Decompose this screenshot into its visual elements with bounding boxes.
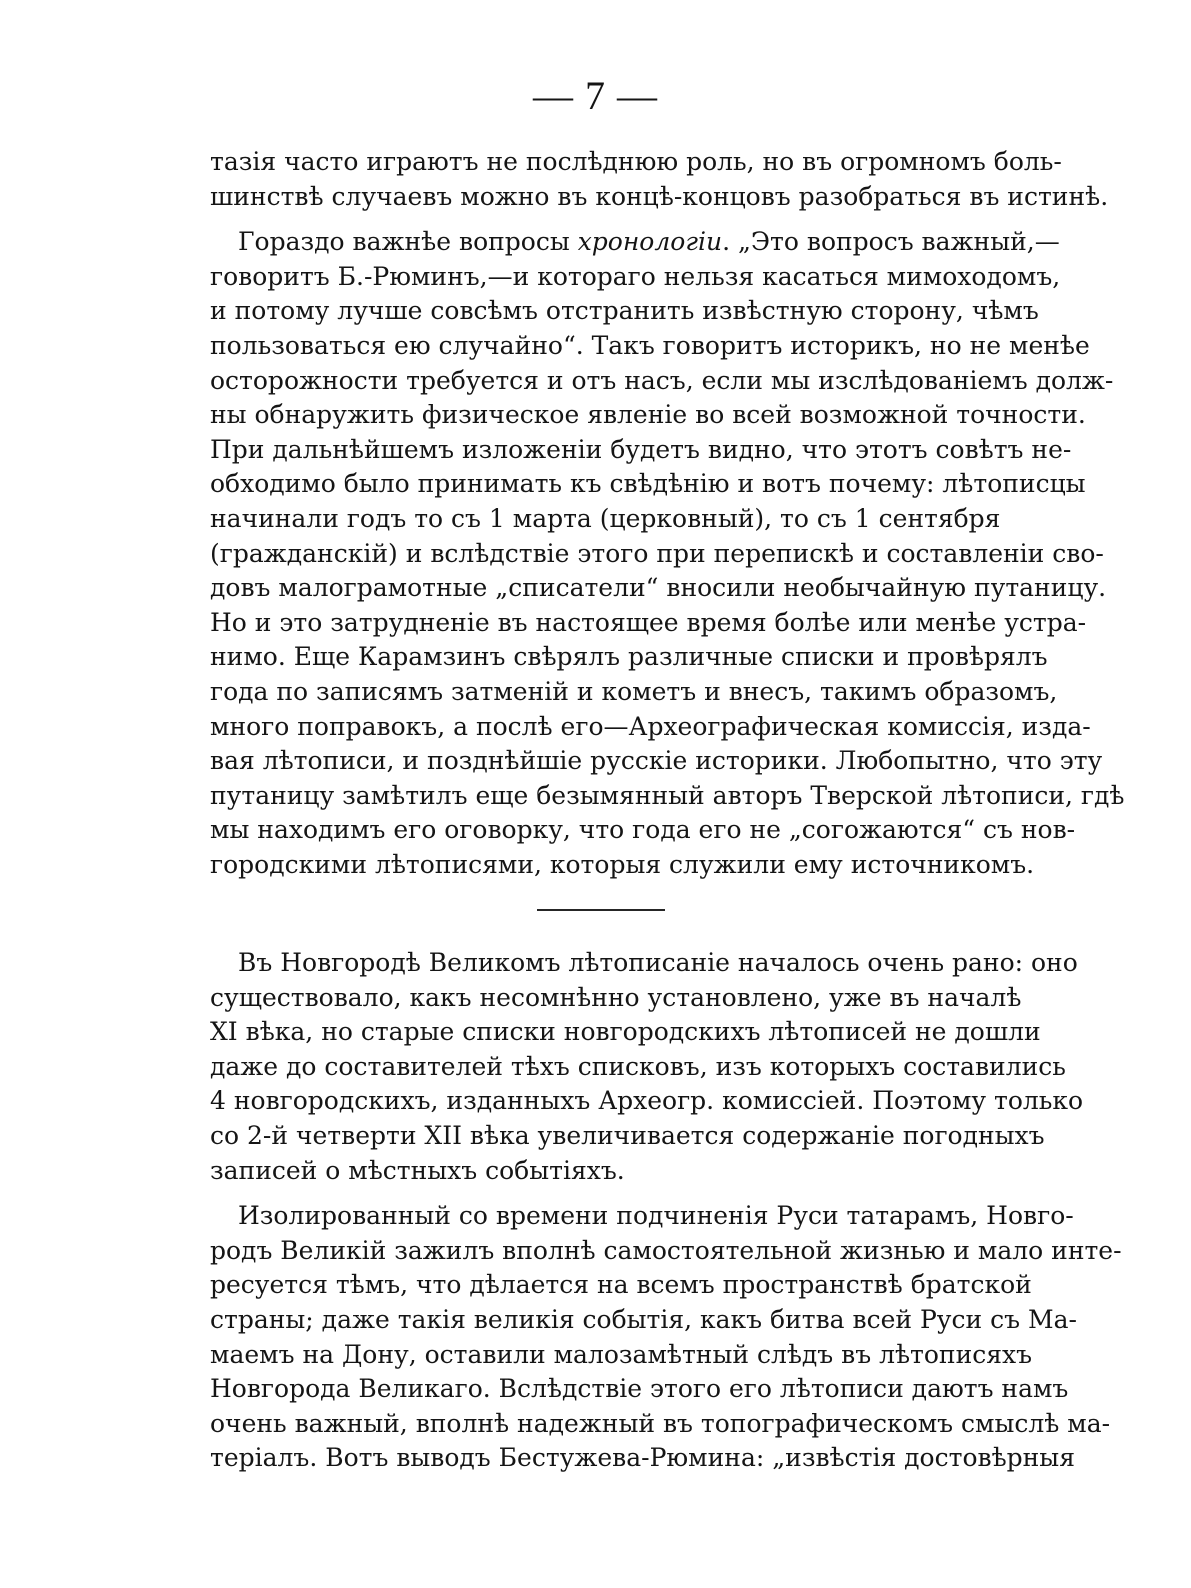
text-line: страны; даже такія великія событія, какъ битва всей Руси съ Ма- (210, 1304, 1077, 1334)
paragraph-start-line: Изолированный со времени подчиненія Руси татарамъ, Новго- (238, 1201, 1074, 1231)
text-line: ресуется тѣмъ, что дѣлается на всемъ пространствѣ братской (210, 1270, 1032, 1300)
text-line: пользоваться ею случайно“. Такъ говоритъ историкъ, но не менѣе (210, 330, 1090, 360)
text-line: теріалъ. Вотъ выводъ Бестужева-Рюмина: „извѣстія достовѣрныя (210, 1443, 1075, 1473)
line-tail: . „Это вопросъ важный,— (722, 227, 1060, 257)
text-line: При дальнѣйшемъ изложеніи будетъ видно, что этотъ совѣтъ не- (210, 434, 1072, 464)
text-line: мы находимъ его оговорку, что года его не „согожаются“ съ нов- (210, 815, 1076, 845)
text-line: начинали годъ то съ 1 марта (церковный), то съ 1 сентября (210, 503, 1001, 533)
text-line: Новгорода Великаго. Вслѣдствіе этого его лѣтописи даютъ намъ (210, 1374, 1069, 1404)
text-line: даже до составителей тѣхъ списковъ, изъ которыхъ составились (210, 1051, 1066, 1081)
text-line: городскими лѣтописями, которыя служили ему источникомъ. (210, 849, 1035, 879)
text-line: со 2-й четверти XII вѣка увеличивается содержаніе погодныхъ (210, 1120, 1045, 1150)
section-separator (537, 909, 665, 911)
text-line: довъ малограмотные „списатели“ вносили необычайную путаницу. (210, 573, 1107, 603)
text-line: говоритъ Б.-Рюминъ,—и котораго нельзя касаться мимоходомъ, (210, 261, 1061, 291)
text-line: путаницу замѣтилъ еще безымянный авторъ Тверской лѣтописи, гдѣ (210, 780, 1125, 810)
text-line: тазія часто играютъ не послѣднюю роль, но въ огромномъ боль- (210, 147, 1062, 176)
line-lead: Гораздо важнѣе вопросы (238, 227, 578, 257)
text-line: XI вѣка, но старые списки новгородскихъ лѣтописей не дошли (210, 1017, 1041, 1047)
text-line: вая лѣтописи, и позднѣйшіе русскіе историки. Любопытно, что эту (210, 746, 1103, 776)
text-line: много поправокъ, а послѣ его—Археографическая комиссія, изда- (210, 711, 1091, 741)
text-line: маемъ на Дону, оставили малозамѣтный слѣдъ въ лѣтописяхъ (210, 1339, 1033, 1369)
text-line: (гражданскій) и вслѣдствіе этого при перепискѣ и составленіи сво- (210, 538, 1104, 568)
text-line: существовало, какъ несомнѣнно установлено, уже въ началѣ (210, 982, 1022, 1012)
text-line: записей о мѣстныхъ событіяхъ. (210, 1155, 625, 1185)
text-block-chronology (210, 145, 1125, 882)
text-line: 4 новгородскихъ, изданныхъ Археогр. комиссіей. Поэтому только (210, 1086, 1084, 1116)
text-line: и потому лучше совсѣмъ отстранить извѣстную сторону, чѣмъ (210, 296, 1039, 326)
paragraph-start-line: Въ Новгородѣ Великомъ лѣтописаніе началось очень рано: оно (238, 948, 1078, 977)
text-line: родъ Великій зажилъ вполнѣ самостоятельной жизнью и мало инте- (210, 1235, 1122, 1265)
emphasized-term: хронологіи (577, 227, 723, 257)
text-block-novgorod (210, 946, 1122, 1476)
text-line: осторожности требуется и отъ насъ, если мы изслѣдованіемъ долж- (210, 365, 1114, 395)
text-line: ны обнаружить физическое явленіе во всей возможной точности. (210, 400, 1086, 430)
text-line: Но и это затрудненіе въ настоящее время болѣе или менѣе устра- (210, 607, 1087, 637)
text-line: нимо. Еще Карамзинъ свѣрялъ различные списки и провѣрялъ (210, 642, 1048, 672)
page-number: — 7 — (533, 73, 658, 118)
paragraph-start-line (210, 225, 1060, 260)
text-line: обходимо было принимать къ свѣдѣнію и вотъ почему: лѣтописцы (210, 469, 1086, 499)
text-line: шинствѣ случаевъ можно въ концѣ-концовъ разобраться въ истинѣ. (210, 181, 1109, 211)
text-line: года по записямъ затменій и кометъ и внесъ, такимъ образомъ, (210, 676, 1058, 706)
text-line: очень важный, вполнѣ надежный въ топографическомъ смыслѣ ма- (210, 1408, 1111, 1438)
